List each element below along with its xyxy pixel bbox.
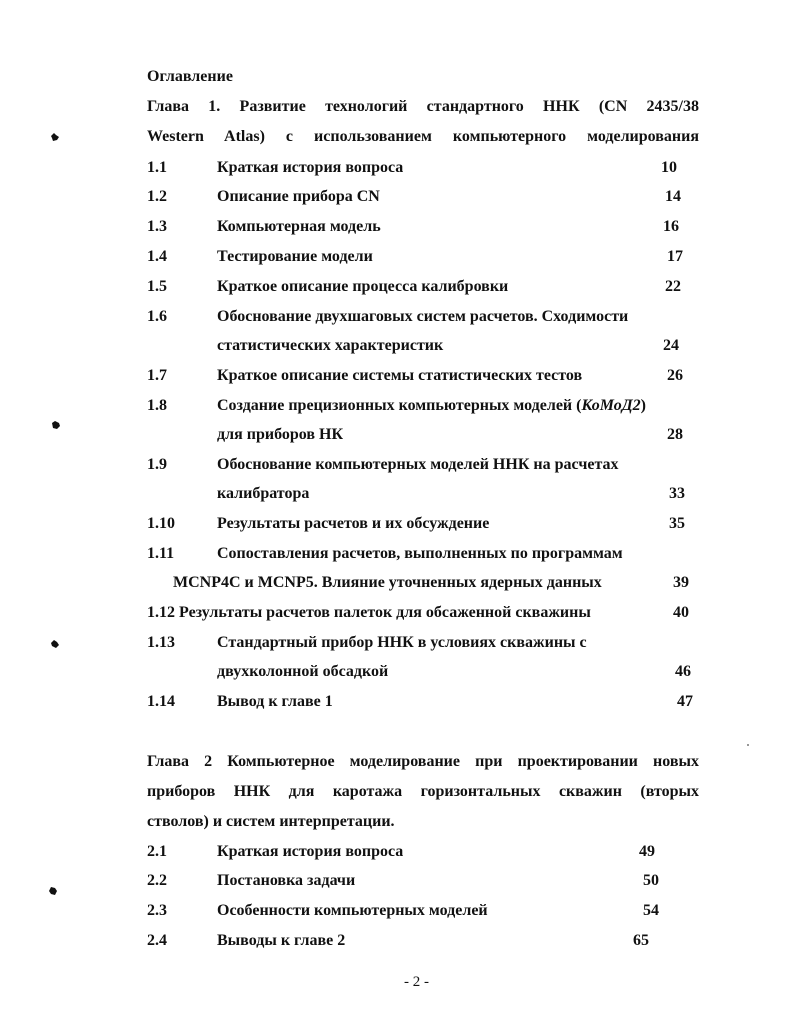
toc-entry-number: 1.5 (147, 278, 167, 295)
toc-entry-page: 28 (667, 426, 683, 443)
toc-entry-number: 2.2 (147, 872, 167, 889)
scan-speck (747, 744, 749, 746)
toc-entry-page: 46 (675, 663, 691, 680)
toc-entry-title: Вывод к главе 1 (217, 693, 333, 710)
toc-entry-title: Краткая история вопроса (217, 159, 404, 176)
toc-entry-title-continued: калибратора (217, 485, 310, 502)
binder-hole-mark-icon (50, 132, 59, 141)
toc-entry-title: Компьютерная модель (217, 218, 381, 235)
toc-entry-title: Обоснование компьютерных моделей ННК на расчетах (217, 456, 619, 473)
toc-entry-title-continued: двухколонной обсадкой (217, 663, 389, 680)
binder-hole-mark-icon (50, 639, 59, 648)
toc-entry-title-continued: MCNP4C и MCNP5. Влияние уточненных ядерных данных (173, 574, 602, 591)
page-number: - 2 - (404, 974, 429, 990)
binder-hole-mark-icon (51, 420, 60, 429)
toc-entry-title-continued: для приборов НК (217, 426, 344, 443)
toc-entry-title-italic: КоМоД2 (581, 397, 641, 414)
toc-entry-page: 47 (677, 693, 693, 710)
toc-entry-page: 17 (667, 248, 683, 265)
toc-entry-number: 1.11 (147, 545, 175, 562)
toc-entry-title: Выводы к главе 2 (217, 932, 346, 949)
toc-entry-page: 26 (667, 367, 683, 384)
toc-entry-number: 2.4 (147, 932, 167, 949)
toc-entry-page: 24 (663, 337, 679, 354)
toc-entry-page: 14 (665, 188, 681, 205)
toc-entry-number: 1.1 (147, 159, 167, 176)
toc-entry-title: Стандартный прибор ННК в условиях скважины с (217, 634, 587, 651)
toc-entry-number: 1.8 (147, 397, 167, 414)
toc-entry-title: Сопоставления расчетов, выполненных по программам (217, 545, 623, 562)
toc-entry-number: 1.10 (147, 515, 175, 532)
toc-entry-number: 1.6 (147, 308, 167, 325)
toc-entry-page: 16 (663, 218, 679, 235)
chapter2-heading-line1: Глава 2 Компьютерное моделирование при проектировании новых (147, 753, 699, 770)
toc-entry-title: Краткое описание системы статистических тестов (217, 367, 583, 384)
toc-entry-number: 1.13 (147, 634, 175, 651)
toc-entry-page: 65 (633, 932, 649, 949)
toc-entry-page: 35 (669, 515, 685, 532)
toc-entry-title: Постановка задачи (217, 872, 356, 889)
toc-entry-number: 1.12 (147, 604, 175, 621)
toc-entry-number: 1.7 (147, 367, 167, 384)
toc-entry-number: 2.1 (147, 843, 167, 860)
chapter2-heading-line3: стволов) и систем интерпретации. (147, 813, 395, 830)
binder-hole-mark-icon (48, 886, 57, 895)
toc-entry-page: 40 (673, 604, 689, 621)
toc-entry-title: Тестирование модели (217, 248, 373, 265)
chapter1-heading-line1: Глава 1. Развитие технологий стандартного ННК (CN 2435/38 (147, 98, 699, 115)
toc-entry-number: 2.3 (147, 902, 167, 919)
toc-entry-title: Особенности компьютерных моделей (217, 902, 488, 919)
chapter1-heading-line2: Western Atlas) с использованием компьютерного моделирования (147, 128, 699, 145)
toc-entry-page: 22 (665, 278, 681, 295)
chapter2-heading-line2: приборов ННК для каротажа горизонтальных скважин (вторых (147, 783, 699, 800)
toc-entry-page: 49 (639, 843, 655, 860)
toc-entry-number: 1.3 (147, 218, 167, 235)
toc-entry-number: 1.14 (147, 693, 175, 710)
toc-entry-line (147, 603, 591, 623)
toc-title: Оглавление (147, 68, 233, 85)
toc-entry-number: 1.9 (147, 456, 167, 473)
toc-entry-title: Результаты расчетов палеток для обсаженной скважины (179, 604, 591, 621)
toc-entry-title: Краткое описание процесса калибровки (217, 278, 509, 295)
toc-entry-page: 10 (661, 159, 677, 176)
toc-entry-title: Результаты расчетов и их обсуждение (217, 515, 490, 532)
toc-entry-number: 1.2 (147, 188, 167, 205)
toc-entry-title: Краткая история вопроса (217, 843, 404, 860)
toc-entry-title-continued: статистических характеристик (217, 337, 444, 354)
toc-entry-title (217, 396, 646, 416)
toc-entry-page: 33 (669, 485, 685, 502)
toc-entry-page: 54 (643, 902, 659, 919)
toc-entry-number: 1.4 (147, 248, 167, 265)
toc-entry-page: 39 (673, 574, 689, 591)
toc-entry-page: 50 (643, 872, 659, 889)
toc-entry-title: Описание прибора CN (217, 188, 380, 205)
toc-entry-title: Обоснование двухшаговых систем расчетов. Сходимости (217, 308, 629, 325)
toc-entry-title-text: Создание прецизионных компьютерных моделей ( (217, 397, 582, 414)
toc-entry-title-end: ) (640, 397, 646, 414)
